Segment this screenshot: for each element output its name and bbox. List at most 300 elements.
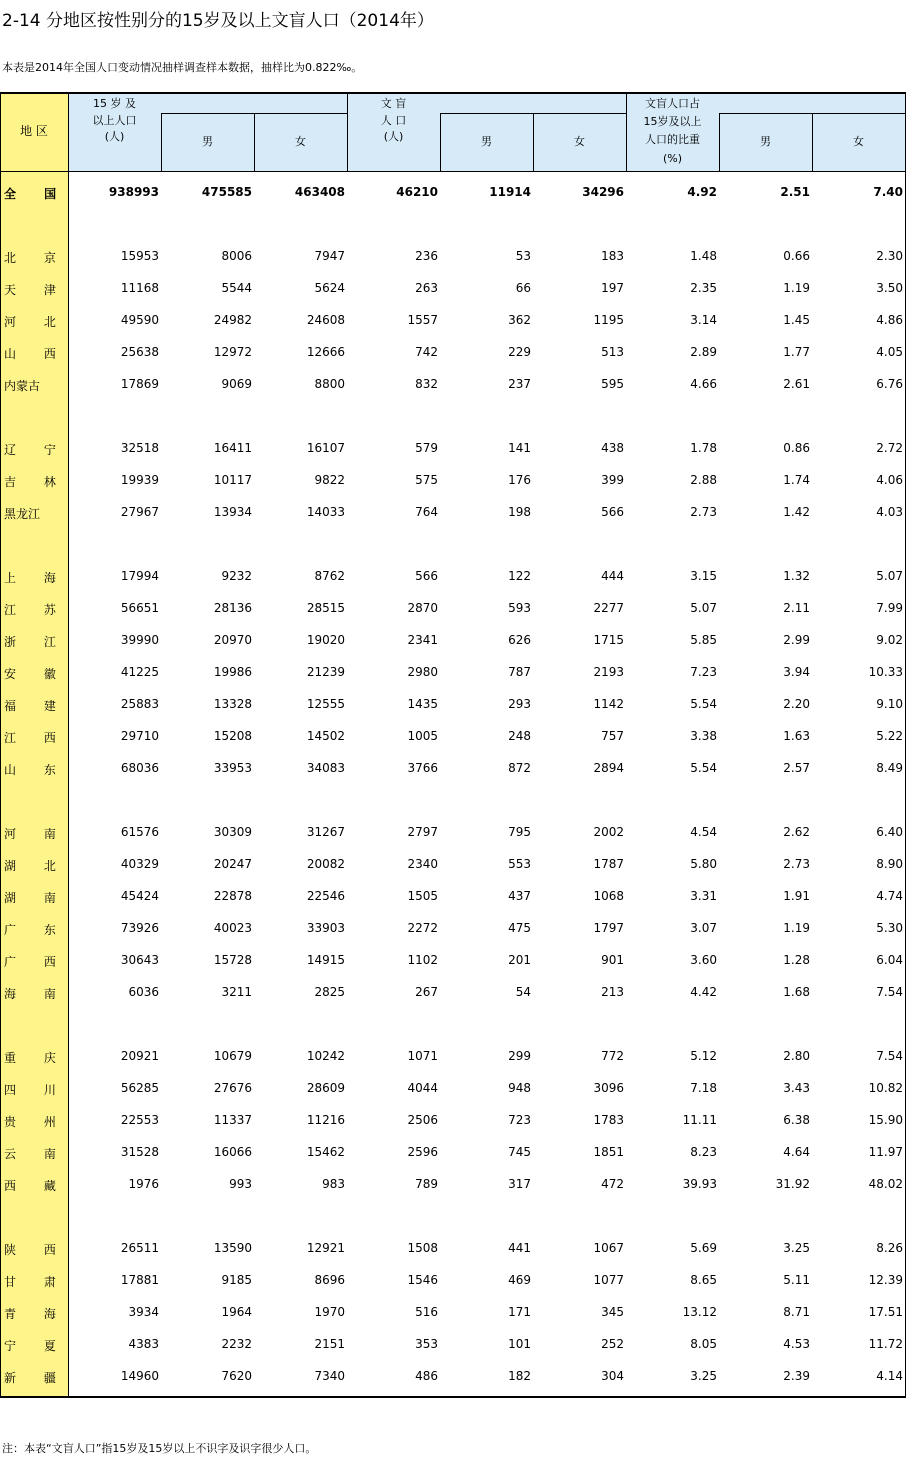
value-cell: 1102: [407, 953, 438, 967]
value-cell: 12.39: [868, 1273, 903, 1287]
value-cell: 15.90: [868, 1113, 903, 1127]
value-cell: 141: [508, 441, 531, 455]
value-cell: 8.26: [876, 1241, 903, 1255]
header-region: 地 区: [20, 124, 48, 138]
table-row: [0, 695, 906, 715]
value-cell: 12972: [213, 345, 252, 359]
value-cell: 27967: [120, 505, 159, 519]
value-cell: 4.74: [876, 889, 903, 903]
value-cell: 993: [229, 1177, 252, 1191]
value-cell: 0.66: [783, 249, 810, 263]
value-cell: 513: [601, 345, 624, 359]
value-cell: 28609: [306, 1081, 345, 1095]
value-cell: 4.05: [876, 345, 903, 359]
value-cell: 20247: [213, 857, 252, 871]
value-cell: 5.69: [690, 1241, 717, 1255]
value-cell: 66: [515, 281, 531, 295]
value-cell: 17.51: [868, 1305, 903, 1319]
value-cell: 1546: [407, 1273, 438, 1287]
value-cell: 8.65: [690, 1273, 717, 1287]
header-ratio-female: 女: [853, 135, 864, 148]
table-row: [0, 311, 906, 331]
value-cell: 1.19: [783, 281, 810, 295]
value-cell: 757: [601, 729, 624, 743]
region-name: 湖 北: [4, 859, 68, 873]
value-cell: 1005: [407, 729, 438, 743]
value-cell: 46210: [396, 185, 438, 199]
value-cell: 872: [508, 761, 531, 775]
value-cell: 3211: [221, 985, 252, 999]
region-name: 山 东: [4, 763, 68, 777]
value-cell: 2.73: [783, 857, 810, 871]
value-cell: 1970: [314, 1305, 345, 1319]
value-cell: 248: [508, 729, 531, 743]
value-cell: 1.48: [690, 249, 717, 263]
region-name: 上 海: [4, 571, 68, 585]
value-cell: 4.14: [876, 1369, 903, 1383]
value-cell: 7620: [221, 1369, 252, 1383]
value-cell: 723: [508, 1113, 531, 1127]
table-row: [0, 247, 906, 267]
table-row: [0, 1175, 906, 1195]
value-cell: 2277: [593, 601, 624, 615]
value-cell: 1.77: [783, 345, 810, 359]
value-cell: 593: [508, 601, 531, 615]
table-row: [0, 439, 906, 459]
table-subtitle: 本表是2014年全国人口变动情况抽样调查样本数据，抽样比为0.822‰。: [2, 61, 363, 74]
header-bottom-border: [0, 171, 906, 172]
value-cell: 11168: [120, 281, 159, 295]
header-ratio-line1: 文盲人口占: [645, 97, 700, 110]
header-ratio-line4: (%): [662, 152, 683, 165]
header-illiterate-line2: 人 口: [380, 114, 407, 127]
value-cell: 1.68: [783, 985, 810, 999]
region-name: 浙 江: [4, 635, 68, 649]
national-row: [0, 183, 906, 203]
value-cell: 16066: [213, 1145, 252, 1159]
value-cell: 20921: [120, 1049, 159, 1063]
table-row: [0, 343, 906, 363]
value-cell: 13.12: [682, 1305, 717, 1319]
value-cell: 1715: [593, 633, 624, 647]
table-row: [0, 471, 906, 491]
value-cell: 475: [508, 921, 531, 935]
value-cell: 1557: [407, 313, 438, 327]
value-cell: 832: [415, 377, 438, 391]
value-cell: 10.82: [868, 1081, 903, 1095]
table-row: [0, 567, 906, 587]
value-cell: 237: [508, 377, 531, 391]
value-cell: 4.64: [783, 1145, 810, 1159]
value-cell: 26511: [120, 1241, 159, 1255]
value-cell: 22546: [306, 889, 345, 903]
value-cell: 13934: [213, 505, 252, 519]
value-cell: 4.66: [690, 377, 717, 391]
value-cell: 742: [415, 345, 438, 359]
value-cell: 11216: [306, 1113, 345, 1127]
value-cell: 1.74: [783, 473, 810, 487]
value-cell: 4.53: [783, 1337, 810, 1351]
value-cell: 101: [508, 1337, 531, 1351]
value-cell: 2.39: [783, 1369, 810, 1383]
value-cell: 5624: [314, 281, 345, 295]
value-cell: 438: [601, 441, 624, 455]
value-cell: 1783: [593, 1113, 624, 1127]
value-cell: 5.11: [783, 1273, 810, 1287]
region-name: 江 西: [4, 731, 68, 745]
grid-line: [440, 113, 626, 114]
value-cell: 229: [508, 345, 531, 359]
value-cell: 27676: [213, 1081, 252, 1095]
value-cell: 5544: [221, 281, 252, 295]
value-cell: 486: [415, 1369, 438, 1383]
value-cell: 353: [415, 1337, 438, 1351]
value-cell: 25638: [120, 345, 159, 359]
value-cell: 4383: [128, 1337, 159, 1351]
value-cell: 1505: [407, 889, 438, 903]
header-illiterate-female: 女: [574, 135, 585, 148]
value-cell: 1.32: [783, 569, 810, 583]
table-row: [0, 887, 906, 907]
value-cell: 213: [601, 985, 624, 999]
value-cell: 3.60: [690, 953, 717, 967]
value-cell: 48.02: [868, 1177, 903, 1191]
value-cell: 1435: [407, 697, 438, 711]
value-cell: 304: [601, 1369, 624, 1383]
region-name: 海 南: [4, 987, 68, 1001]
value-cell: 73926: [120, 921, 159, 935]
value-cell: 1.19: [783, 921, 810, 935]
value-cell: 317: [508, 1177, 531, 1191]
value-cell: 3.07: [690, 921, 717, 935]
value-cell: 2340: [407, 857, 438, 871]
value-cell: 1.45: [783, 313, 810, 327]
value-cell: 463408: [294, 185, 345, 199]
value-cell: 1976: [128, 1177, 159, 1191]
table-row: [0, 919, 906, 939]
value-cell: 40023: [213, 921, 252, 935]
region-name: 青 海: [4, 1307, 68, 1321]
value-cell: 5.12: [690, 1049, 717, 1063]
table-row: [0, 1111, 906, 1131]
value-cell: 13590: [213, 1241, 252, 1255]
region-name: 广 西: [4, 955, 68, 969]
value-cell: 9232: [221, 569, 252, 583]
value-cell: 198: [508, 505, 531, 519]
header-pop15-line3: (人): [104, 130, 125, 143]
value-cell: 3.38: [690, 729, 717, 743]
value-cell: 8.49: [876, 761, 903, 775]
value-cell: 31.92: [775, 1177, 810, 1191]
value-cell: 5.07: [690, 601, 717, 615]
value-cell: 3.25: [783, 1241, 810, 1255]
value-cell: 3934: [128, 1305, 159, 1319]
region-name: 湖 南: [4, 891, 68, 905]
value-cell: 1.91: [783, 889, 810, 903]
value-cell: 575: [415, 473, 438, 487]
value-cell: 8006: [221, 249, 252, 263]
value-cell: 16411: [213, 441, 252, 455]
value-cell: 15208: [213, 729, 252, 743]
value-cell: 4.92: [687, 185, 717, 199]
header-ratio-male: 男: [760, 135, 771, 148]
value-cell: 7947: [314, 249, 345, 263]
value-cell: 2.30: [876, 249, 903, 263]
table-row: [0, 1367, 906, 1387]
table-row: [0, 855, 906, 875]
value-cell: 444: [601, 569, 624, 583]
region-name: 北 京: [4, 251, 68, 265]
table-bottom-border: [0, 1396, 906, 1398]
grid-line: [719, 113, 906, 114]
value-cell: 8.90: [876, 857, 903, 871]
value-cell: 0.86: [783, 441, 810, 455]
value-cell: 3.25: [690, 1369, 717, 1383]
value-cell: 595: [601, 377, 624, 391]
value-cell: 7.23: [690, 665, 717, 679]
value-cell: 345: [601, 1305, 624, 1319]
value-cell: 6.76: [876, 377, 903, 391]
value-cell: 6036: [128, 985, 159, 999]
value-cell: 11914: [489, 185, 531, 199]
value-cell: 475585: [201, 185, 252, 199]
value-cell: 4.42: [690, 985, 717, 999]
value-cell: 12555: [306, 697, 345, 711]
value-cell: 3.43: [783, 1081, 810, 1095]
value-cell: 54: [515, 985, 531, 999]
region-name: 黑龙江: [4, 507, 41, 521]
table-row: [0, 663, 906, 683]
value-cell: 299: [508, 1049, 531, 1063]
value-cell: 4044: [407, 1081, 438, 1095]
page-title: 2-14 分地区按性别分的15岁及以上文盲人口（2014年）: [2, 11, 434, 31]
header-illiterate-male: 男: [481, 135, 492, 148]
value-cell: 183: [601, 249, 624, 263]
value-cell: 4.54: [690, 825, 717, 839]
value-cell: 5.80: [690, 857, 717, 871]
table-row: [0, 1271, 906, 1291]
value-cell: 3.14: [690, 313, 717, 327]
value-cell: 2.99: [783, 633, 810, 647]
value-cell: 2.57: [783, 761, 810, 775]
region-name: 新 疆: [4, 1371, 68, 1385]
value-cell: 28136: [213, 601, 252, 615]
region-name: 吉 林: [4, 475, 68, 489]
value-cell: 4.03: [876, 505, 903, 519]
value-cell: 11337: [213, 1113, 252, 1127]
value-cell: 5.54: [690, 697, 717, 711]
value-cell: 1508: [407, 1241, 438, 1255]
table-row: [0, 1047, 906, 1067]
value-cell: 197: [601, 281, 624, 295]
data-table: [0, 92, 906, 1399]
value-cell: 10242: [306, 1049, 345, 1063]
table-row: [0, 375, 906, 395]
value-cell: 1964: [221, 1305, 252, 1319]
value-cell: 22553: [120, 1113, 159, 1127]
value-cell: 7.54: [876, 1049, 903, 1063]
value-cell: 8.05: [690, 1337, 717, 1351]
value-cell: 16107: [306, 441, 345, 455]
value-cell: 3.31: [690, 889, 717, 903]
value-cell: 53: [515, 249, 531, 263]
value-cell: 2506: [407, 1113, 438, 1127]
value-cell: 938993: [108, 185, 159, 199]
value-cell: 8.23: [690, 1145, 717, 1159]
region-name: 河 北: [4, 315, 68, 329]
value-cell: 17869: [120, 377, 159, 391]
table-row: [0, 1335, 906, 1355]
grid-line: [161, 113, 347, 114]
value-cell: 3.50: [876, 281, 903, 295]
value-cell: 948: [508, 1081, 531, 1095]
value-cell: 2596: [407, 1145, 438, 1159]
value-cell: 7.99: [876, 601, 903, 615]
region-name: 内蒙古: [4, 379, 41, 393]
value-cell: 10117: [213, 473, 252, 487]
value-cell: 9822: [314, 473, 345, 487]
value-cell: 4.86: [876, 313, 903, 327]
value-cell: 19939: [120, 473, 159, 487]
value-cell: 437: [508, 889, 531, 903]
value-cell: 2151: [314, 1337, 345, 1351]
value-cell: 32518: [120, 441, 159, 455]
value-cell: 11.97: [868, 1145, 903, 1159]
value-cell: 2002: [593, 825, 624, 839]
value-cell: 15728: [213, 953, 252, 967]
value-cell: 5.07: [876, 569, 903, 583]
value-cell: 8.71: [783, 1305, 810, 1319]
header-ratio-line3: 人口的比重: [645, 133, 700, 146]
value-cell: 9069: [221, 377, 252, 391]
region-name: 全 国: [4, 187, 69, 201]
value-cell: 2232: [221, 1337, 252, 1351]
header-pop15-line2: 以上人口: [92, 114, 137, 127]
value-cell: 61576: [120, 825, 159, 839]
value-cell: 1.63: [783, 729, 810, 743]
value-cell: 39990: [120, 633, 159, 647]
value-cell: 2.11: [783, 601, 810, 615]
region-name: 辽 宁: [4, 443, 68, 457]
value-cell: 2.88: [690, 473, 717, 487]
value-cell: 469: [508, 1273, 531, 1287]
value-cell: 21239: [306, 665, 345, 679]
value-cell: 2193: [593, 665, 624, 679]
table-row: [0, 951, 906, 971]
value-cell: 795: [508, 825, 531, 839]
region-name: 云 南: [4, 1147, 68, 1161]
value-cell: 8800: [314, 377, 345, 391]
value-cell: 626: [508, 633, 531, 647]
table-row: [0, 1239, 906, 1259]
region-name: 福 建: [4, 699, 68, 713]
value-cell: 1797: [593, 921, 624, 935]
value-cell: 9.10: [876, 697, 903, 711]
value-cell: 1071: [407, 1049, 438, 1063]
value-cell: 2.89: [690, 345, 717, 359]
value-cell: 33903: [306, 921, 345, 935]
value-cell: 22878: [213, 889, 252, 903]
value-cell: 12666: [306, 345, 345, 359]
value-cell: 787: [508, 665, 531, 679]
table-row: [0, 1143, 906, 1163]
value-cell: 399: [601, 473, 624, 487]
value-cell: 8696: [314, 1273, 345, 1287]
header-illiterate-line3: (人): [383, 130, 404, 143]
value-cell: 15953: [120, 249, 159, 263]
value-cell: 171: [508, 1305, 531, 1319]
value-cell: 516: [415, 1305, 438, 1319]
value-cell: 2.62: [783, 825, 810, 839]
table-row: [0, 823, 906, 843]
value-cell: 1068: [593, 889, 624, 903]
region-name: 四 川: [4, 1083, 68, 1097]
value-cell: 983: [322, 1177, 345, 1191]
value-cell: 13328: [213, 697, 252, 711]
value-cell: 1.28: [783, 953, 810, 967]
value-cell: 8762: [314, 569, 345, 583]
value-cell: 49590: [120, 313, 159, 327]
value-cell: 579: [415, 441, 438, 455]
value-cell: 362: [508, 313, 531, 327]
value-cell: 7.40: [873, 185, 903, 199]
footnote: 注：本表“文盲人口”指15岁及15岁以上不识字及识字很少人口。: [2, 1442, 317, 1455]
value-cell: 176: [508, 473, 531, 487]
value-cell: 2.72: [876, 441, 903, 455]
value-cell: 11.72: [868, 1337, 903, 1351]
value-cell: 31267: [306, 825, 345, 839]
value-cell: 7340: [314, 1369, 345, 1383]
value-cell: 3096: [593, 1081, 624, 1095]
value-cell: 9185: [221, 1273, 252, 1287]
value-cell: 182: [508, 1369, 531, 1383]
value-cell: 772: [601, 1049, 624, 1063]
value-cell: 901: [601, 953, 624, 967]
header-illiterate-line1: 文 盲: [380, 97, 407, 110]
table-row: [0, 727, 906, 747]
value-cell: 5.54: [690, 761, 717, 775]
value-cell: 441: [508, 1241, 531, 1255]
value-cell: 122: [508, 569, 531, 583]
value-cell: 19020: [306, 633, 345, 647]
value-cell: 1067: [593, 1241, 624, 1255]
value-cell: 263: [415, 281, 438, 295]
value-cell: 15462: [306, 1145, 345, 1159]
value-cell: 17881: [120, 1273, 159, 1287]
table-row: [0, 279, 906, 299]
table-row: [0, 1303, 906, 1323]
value-cell: 566: [601, 505, 624, 519]
value-cell: 5.85: [690, 633, 717, 647]
value-cell: 14915: [306, 953, 345, 967]
header-pop15-male: 男: [202, 135, 213, 148]
region-name: 山 西: [4, 347, 68, 361]
value-cell: 1142: [593, 697, 624, 711]
value-cell: 1851: [593, 1145, 624, 1159]
value-cell: 1.78: [690, 441, 717, 455]
value-cell: 56285: [120, 1081, 159, 1095]
value-cell: 2.51: [780, 185, 810, 199]
value-cell: 34083: [306, 761, 345, 775]
value-cell: 2.35: [690, 281, 717, 295]
value-cell: 10.33: [868, 665, 903, 679]
region-name: 西 藏: [4, 1179, 68, 1193]
value-cell: 1077: [593, 1273, 624, 1287]
value-cell: 2870: [407, 601, 438, 615]
region-name: 天 津: [4, 283, 68, 297]
region-name: 贵 州: [4, 1115, 68, 1129]
value-cell: 7.54: [876, 985, 903, 999]
